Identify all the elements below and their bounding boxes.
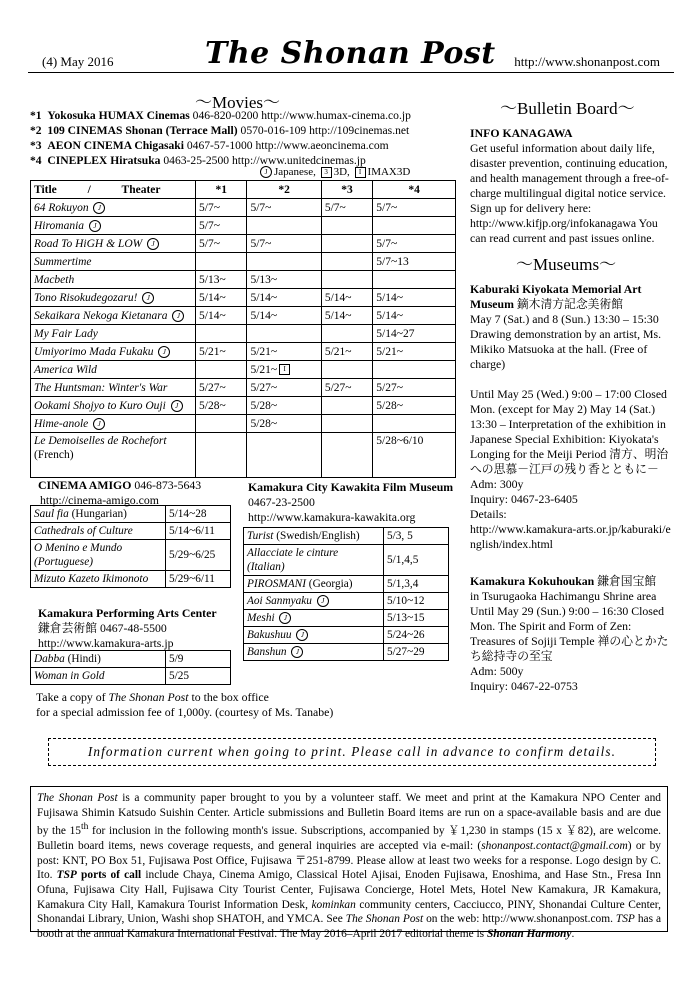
bulletin-title: ～Bulletin Board～ — [500, 99, 635, 118]
japanese-icon: J — [158, 346, 170, 358]
masthead-title: The Shonan Post — [205, 36, 496, 71]
japanese-icon: J — [171, 400, 183, 412]
amigo-name: CINEMA AMIGO — [38, 478, 132, 492]
table-row: Aoi Sanmyaku J 5/10~12 — [244, 593, 449, 610]
movies-table-header — [31, 181, 456, 199]
column-header: *1 — [196, 181, 247, 199]
movies-title: ～Movies～ — [195, 93, 280, 112]
japanese-icon: J — [279, 612, 291, 624]
cinema-item: *3 AEON CINEMA Chigasaki 0467-57-1000 http://www.aeoncinema.com — [30, 139, 389, 152]
legend: J Japanese, 3 3D, I IMAX3D — [258, 166, 410, 178]
site-url[interactable]: http://www.shonanpost.com — [514, 54, 660, 69]
table-row: Le Demoiselles de Rochefort (French) 5/28~6/10 — [31, 433, 456, 478]
table-row: Tono Risokudegozaru! J 5/14~ 5/14~ 5/14~ 5/14~ — [31, 289, 456, 307]
japanese-icon: J — [147, 238, 159, 250]
table-row: America Wild 5/21~ I — [31, 361, 456, 379]
table-row: Mizuto Kazeto Ikimonoto 5/29~6/11 — [31, 571, 231, 588]
museum-kaburaki: Kaburaki Kiyokata Memorial Art Museum 鏑木清方記念美術館 May 7 (Sat.) and 8 (Sun.) 13:30 – 15:30 Drawing demonstration by an artist, Ms. Mikiko Matsuoka at the hall. (Free of charge) Until May 25 (Wed.) 9:00 – 17:00 Closed Mon. (except for May 2) May 14 (Sat.) 13:30 – Interpretation of the exhibition in Japanese Special Exhibition: Kiyokata's Longing for the Meiji Period 清方、明治への思慕－江戸の残り香とともに－ Adm: 300y Inquiry: 0467-23-6405 Details: http://www.kamakura-arts.or.jp/kaburaki/english/index.html — [470, 282, 676, 552]
info-kanagawa: INFO KANAGAWA Get useful information about daily life, disaster prevention, continuing education, and health management through a free-of-charge multilingual digital notice service. Sign up for delivery here: http://www.kifjp.org/infokanagawa You can read current and past issues online. — [470, 126, 669, 245]
japanese-icon: J — [317, 595, 329, 607]
table-row: Meshi J 5/13~15 — [244, 610, 449, 627]
column-header: *3 — [321, 181, 372, 199]
museum-kokuhoukan: Kamakura Kokuhoukan 鎌倉国宝館 in Tsurugaoka Hachimangu Shrine area Until May 29 (Sun.) 9:00 – 16:30 Closed Mon. The Spirit and Form of Zen: Treasures of Sojiji Temple 禅の心とかたち総持寺の至宝 Adm: 500y Inquiry: 0467-22-0753 — [470, 574, 669, 693]
table-row: Umiyorimo Mada Fukaku J 5/21~ 5/21~ 5/21~ 5/21~ — [31, 343, 456, 361]
table-row: O Menino e Mundo (Portuguese) 5/29~6/25 — [31, 540, 231, 571]
table-row: Woman in Gold 5/25 — [31, 668, 231, 685]
imax-icon: I — [355, 167, 366, 178]
table-row: Macbeth 5/13~ 5/13~ — [31, 271, 456, 289]
table-row: The Huntsman: Winter's War 5/27~ 5/27~ 5/27~ 5/27~ — [31, 379, 456, 397]
japanese-icon: J — [260, 166, 272, 178]
japanese-icon: J — [296, 629, 308, 641]
kpac-url[interactable]: http://www.kamakura-arts.jp — [38, 636, 174, 650]
japanese-icon: J — [89, 220, 101, 232]
table-row: Bakushuu J 5/24~26 — [244, 627, 449, 644]
table-row: Dabba (Hindi) 5/9 — [31, 651, 231, 668]
table-row: My Fair Lady 5/14~27 — [31, 325, 456, 343]
table-row: 64 Rokuyon J 5/7~ 5/7~ 5/7~ 5/7~ — [31, 199, 456, 217]
table-row: PIROSMANI (Georgia) 5/1,3,4 — [244, 576, 449, 593]
kpac-table — [30, 650, 231, 685]
column-header: *2 — [247, 181, 321, 199]
kawakita-url[interactable]: http://www.kamakura-kawakita.org — [248, 510, 416, 524]
kawakita-block: Kamakura City Kawakita Film Museum 0467-23-2500 http://www.kamakura-kawakita.org — [248, 480, 454, 524]
amigo-table — [30, 505, 231, 588]
table-row: Banshun J 5/27~29 — [244, 644, 449, 661]
notice-banner: Information current when going to print. Please call in advance to confirm details. — [48, 738, 656, 766]
table-row: Cathedrals of Culture 5/14~6/11 — [31, 523, 231, 540]
table-row: Ookami Shojyo to Kuro Ouji J 5/28~ 5/28~ 5/28~ — [31, 397, 456, 415]
cinema-item: *2 109 CINEMAS Shonan (Terrace Mall) 0570-016-109 http://109cinemas.net — [30, 124, 410, 137]
header-rule — [28, 72, 674, 73]
cinema-item: *1 Yokosuka HUMAX Cinemas 046-820-0200 http://www.humax-cinema.co.jp — [30, 109, 411, 122]
japanese-icon: J — [291, 646, 303, 658]
kaburaki-url[interactable]: http://www.kamakura-arts.or.jp/kaburaki/english/index.html — [470, 522, 671, 551]
japanese-icon: J — [172, 310, 184, 322]
column-header: Title / Theater — [31, 181, 196, 199]
column-header: *4 — [373, 181, 456, 199]
table-row: Hime-anole J 5/28~ — [31, 415, 456, 433]
kpac-block: Kamakura Performing Arts Center 鎌倉芸術館 0467-48-5500 http://www.kamakura-arts.jp — [38, 606, 217, 650]
japanese-icon: J — [93, 202, 105, 214]
table-row: Summertime 5/7~13 — [31, 253, 456, 271]
3d-icon: 3 — [321, 167, 332, 178]
kpac-name: Kamakura Performing Arts Center — [38, 606, 217, 620]
cinema-item: *4 CINEPLEX Hiratsuka 0463-25-2500 http://www.unitedcinemas.jp — [30, 154, 366, 167]
amigo-block: CINEMA AMIGO 046-873-5643 http://cinema-amigo.com — [38, 478, 202, 507]
museums-title: ～Museums～ — [516, 255, 617, 274]
kawakita-table — [243, 527, 449, 661]
table-row: Road To HiGH & LOW J 5/7~ 5/7~ 5/7~ — [31, 235, 456, 253]
imax-icon: I — [279, 364, 290, 375]
contact-email[interactable]: shonanpost.contact@gmail.com — [481, 839, 628, 852]
table-row: Sekaikara Nekoga Kietanara J 5/14~ 5/14~ 5/14~ 5/14~ — [31, 307, 456, 325]
footer-box: The Shonan Post is a community paper brought to you by a volunteer staff. We meet and print at the Kamakura NPO Center and Fujisawa Shimin Katsudo Suishin Center. Article submissions and Bulletin Board items are run on a space-available basis and are due by the 15th for inclusion in the following month's issue. Subscriptions, accompanied by ￥1,230 in stamps (15 x ￥82), are welcome. Bulletin board items, news coverage requests, and general inquiries are accepted via e-mail: (shonanpost.contact@gmail.com) or by post: KNT, PO Box 51, Fujisawa Post Office, Fujisawa 〒251-8799. Please allow at least two weeks for a response. Logo design by C. Ito. TSP ports of call include Chaya, Cinema Amigo, Classical Hotel Ajisai, Enoden Fujisawa, Enoshima, and Hase Stn., Fresa Inn Ofuna, Fujisawa City Hall, Fujisawa City Tourist Center, Fujisawa Concierge, Hotel Mets, Hotel New Kamakura, JR Kamakura, Kamakura City Hall, Kamakura Tourist Information Desk, kominkan community centers, Cacciucco, PINY, Shonandai Culture Center, Shonandai Library, Union, Washi shop SHATOH, and YMCA. See The Shonan Post on the web: http://www.shonanpost.com. TSP has a booth at the annual Kamakura International Festival. The May 2016–April 2017 editorial theme is Shonan Harmony. — [30, 786, 668, 932]
issue-label: (4) May 2016 — [42, 54, 114, 69]
copy-note: Take a copy of The Shonan Post to the box office for a special admission fee of 1,000y. (courtesy of Ms. Tanabe) — [36, 690, 334, 719]
movies-table — [30, 180, 456, 478]
table-row: Turist (Swedish/English) 5/3, 5 — [244, 528, 449, 545]
japanese-icon: J — [93, 418, 105, 430]
kawakita-name: Kamakura City Kawakita Film Museum — [248, 480, 454, 494]
table-row: Hiromania J 5/7~ — [31, 217, 456, 235]
table-row: Saul fia (Hungarian) 5/14~28 — [31, 506, 231, 523]
table-row: Allacciate le cinture (Italian) 5/1,4,5 — [244, 545, 449, 576]
japanese-icon: J — [142, 292, 154, 304]
amigo-url[interactable]: http://cinema-amigo.com — [40, 493, 159, 507]
